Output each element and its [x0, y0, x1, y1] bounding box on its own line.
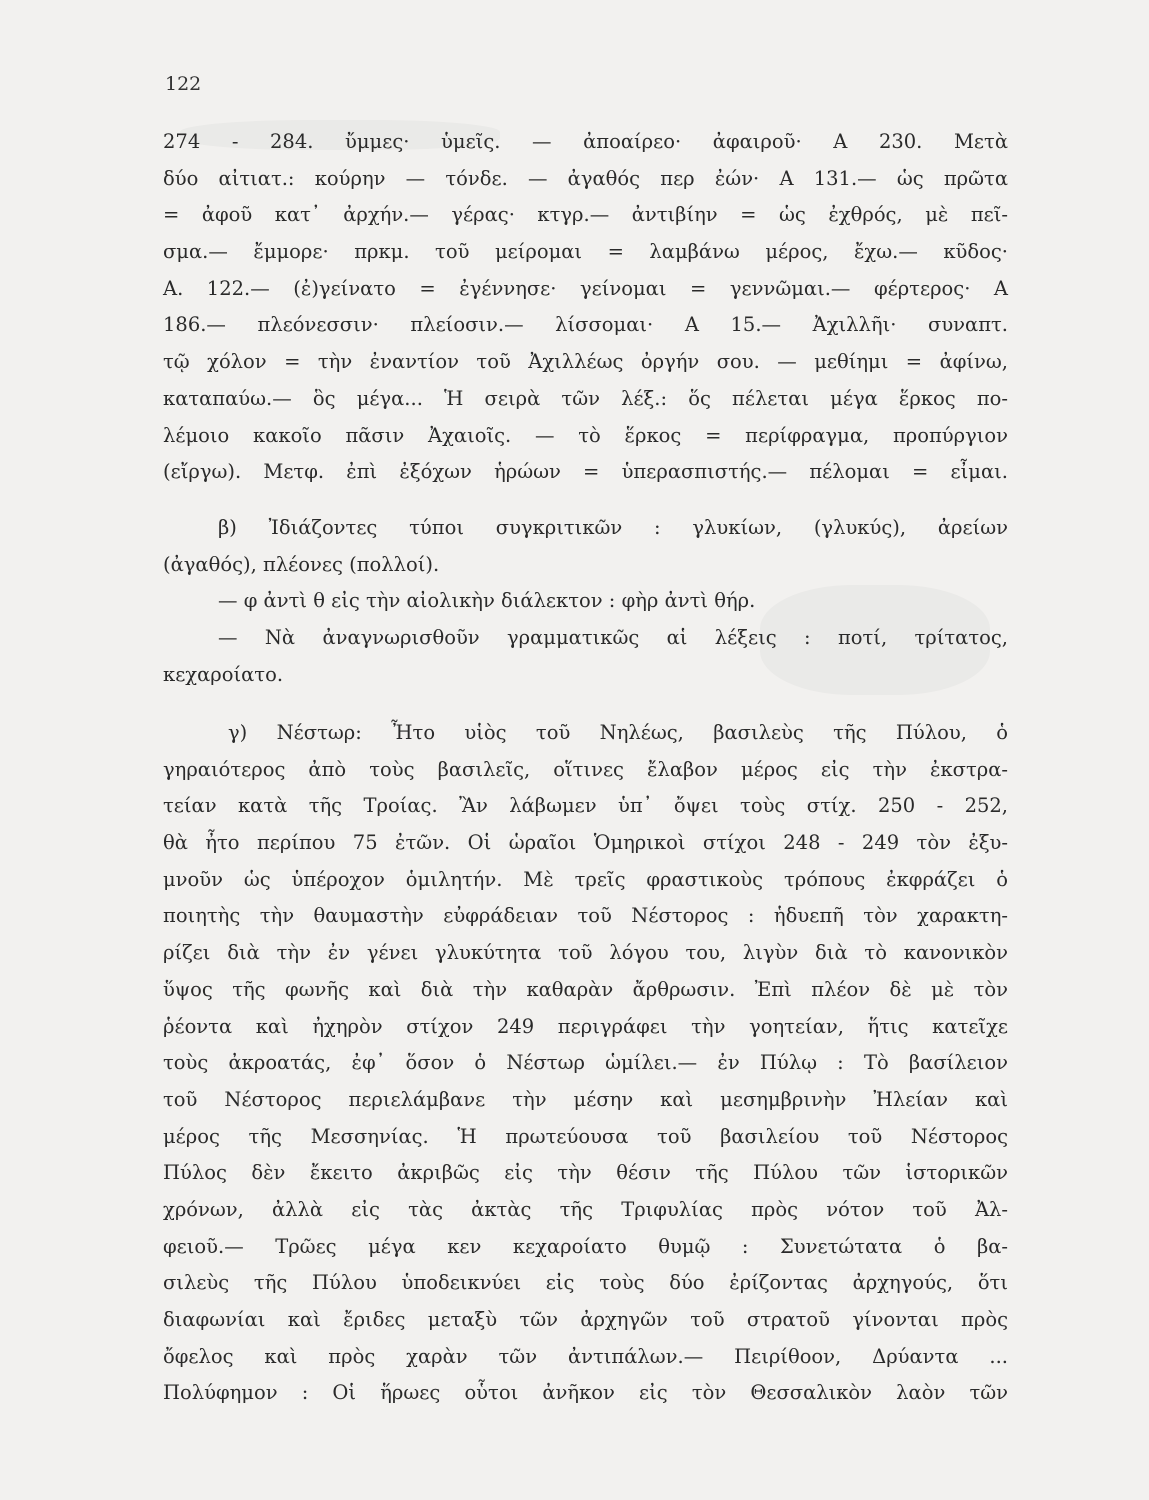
text-line: μέρος τῆς Μεσσηνίας. Ἡ πρωτεύουσα τοῦ βασιλείου τοῦ Νέστορος	[163, 1124, 1008, 1148]
text-line: σιλεὺς τῆς Πύλου ὑποδεικνύει εἰς τοὺς δύο ἐρίζοντας ἀρχηγούς, ὅτι	[163, 1271, 1008, 1295]
text-line: τοῦ Νέστορος περιελάμβανε τὴν μέσην καὶ μεσημβρινὴν Ἠλείαν καὶ	[163, 1087, 1008, 1111]
text-line: μνοῦν ὡς ὑπέροχον ὁμιλητήν. Μὲ τρεῖς φραστικοὺς τρόπους ἐκφράζει ὁ	[163, 867, 1008, 891]
text-line: θὰ ἦτο περίπου 75 ἐτῶν. Οἱ ὡραῖοι Ὁμηρικοὶ στίχοι 248 - 249 τὸν ἐξυ-	[163, 831, 1008, 855]
text-line: τῷ χόλον = τὴν ἐναντίον τοῦ Ἀχιλλέως ὀργήν σου. — μεθίημι = ἀφίνω,	[163, 350, 1008, 374]
text-line: γ) Νέστωρ: Ἦτο υἱὸς τοῦ Νηλέως, βασιλεὺς τῆς Πύλου, ὁ	[228, 721, 1008, 744]
text-line: β) Ἰδιάζοντες τύποι συγκριτικῶν : γλυκίων, (γλυκύς), ἀρείων	[218, 516, 1008, 539]
section-beta	[163, 510, 1008, 693]
text-line: κεχαροίατο.	[163, 662, 284, 686]
text-line: — Νὰ ἀναγνωρισθοῦν γραμματικῶς αἱ λέξεις : ποτί, τρίτατος,	[218, 626, 1008, 650]
text-line: χρόνων, ἀλλὰ εἰς τὰς ἀκτὰς τῆς Τριφυλίας πρὸς νότον τοῦ Ἀλ-	[163, 1197, 1008, 1221]
text-line: = ἀφοῦ κατ᾽ ἀρχήν.— γέρας· κτγρ.— ἀντιβίην = ὡς ἐχθρός, μὲ πεῖ-	[163, 203, 1008, 227]
section-gamma	[163, 715, 1008, 1412]
text-line: 274 - 284. ὔμμες· ὑμεῖς. — ἀποαίρεο· ἀφαιροῦ· Α 230. Μετὰ	[163, 130, 1008, 153]
text-line: τοὺς ἀκροατάς, ἐφ᾽ ὅσον ὁ Νέστωρ ὡμίλει.— ἐν Πύλῳ : Τὸ βασίλειον	[163, 1051, 1008, 1075]
text-line: ὄφελος καὶ πρὸς χαρὰν τῶν ἀντιπάλων.— Πειρίθοον, Δρύαντα ...	[163, 1344, 1008, 1368]
text-line: Πολύφημον : Οἱ ἥρωες οὗτοι ἀνῆκον εἰς τὸν Θεσσαλικὸν λαὸν τῶν	[163, 1381, 1008, 1405]
text-line: λέμοιο κακοῖο πᾶσιν Ἀχαιοῖς. — τὸ ἕρκος = περίφραγμα, προπύργιον	[163, 423, 1008, 447]
text-line: δύο αἰτιατ.: κούρην — τόνδε. — ἀγαθός περ ἐών· Α 131.— ὡς πρῶτα	[163, 166, 1008, 190]
text-line: τείαν κατὰ τῆς Τροίας. Ἂν λάβωμεν ὑπ᾽ ὄψει τοὺς στίχ. 250 - 252,	[163, 794, 1008, 818]
text-line: καταπαύω.— ὃς μέγα... Ἡ σειρὰ τῶν λέξ.: ὅς πέλεται μέγα ἕρκος πο-	[163, 386, 1008, 410]
text-line: Α. 122.— (ἐ)γείνατο = ἐγέννησε· γείνομαι = γεννῶμαι.— φέρτερος· Α	[163, 276, 1008, 300]
text-line: ὕψος τῆς φωνῆς καὶ διὰ τὴν καθαρὰν ἄρθρωσιν. Ἐπὶ πλέον δὲ μὲ τὸν	[163, 977, 1008, 1001]
text-line: Πύλος δὲν ἔκειτο ἀκριβῶς εἰς τὴν θέσιν τῆς Πύλου τῶν ἱστορικῶν	[163, 1161, 1008, 1185]
text-line: (ἀγαθός), πλέονες (πολλοί).	[163, 552, 440, 576]
text-line: διαφωνίαι καὶ ἔριδες μεταξὺ τῶν ἀρχηγῶν τοῦ στρατοῦ γίνονται πρὸς	[163, 1308, 1008, 1331]
text-line: ποιητὴς τὴν θαυμαστὴν εὐφράδειαν τοῦ Νέστορος : ἡδυεπῆ τὸν χαρακτη-	[163, 904, 1008, 928]
text-line: ρίζει διὰ τὴν ἐν γένει γλυκύτητα τοῦ λόγου του, λιγὺν διὰ τὸ κανονικὸν	[163, 941, 1008, 965]
text-line: (εἴργω). Μετφ. ἐπὶ ἐξόχων ἡρώων = ὑπερασπιστής.— πέλομαι = εἶμαι.	[163, 460, 1008, 484]
text-line: σμα.— ἔμμορε· πρκμ. τοῦ μείρομαι = λαμβάνω μέρος, ἔχω.— κῦδος·	[163, 240, 1008, 264]
text-line: 186.— πλεόνεσσιν· πλείοσιν.— λίσσομαι· Α 15.— Ἀχιλλῆι· συναπτ.	[163, 313, 1008, 337]
verse-notes-274-284	[163, 124, 1008, 491]
text-line: ῥέοντα καὶ ἠχηρὸν στίχον 249 περιγράφει τὴν γοητείαν, ἥτις κατεῖχε	[163, 1014, 1008, 1038]
text-line: — φ ἀντὶ θ εἰς τὴν αἰολικὴν διάλεκτον : φὴρ ἀντὶ θήρ.	[218, 589, 756, 613]
text-line: γηραιότερος ἀπὸ τοὺς βασιλεῖς, οἵτινες ἔλαβον μέρος εἰς τὴν ἐκστρα-	[163, 757, 1008, 781]
page-number: 122	[165, 73, 202, 95]
text-line: φειοῦ.— Τρῶες μέγα κεν κεχαροίατο θυμῷ : Συνετώτατα ὁ βα-	[163, 1234, 1008, 1258]
